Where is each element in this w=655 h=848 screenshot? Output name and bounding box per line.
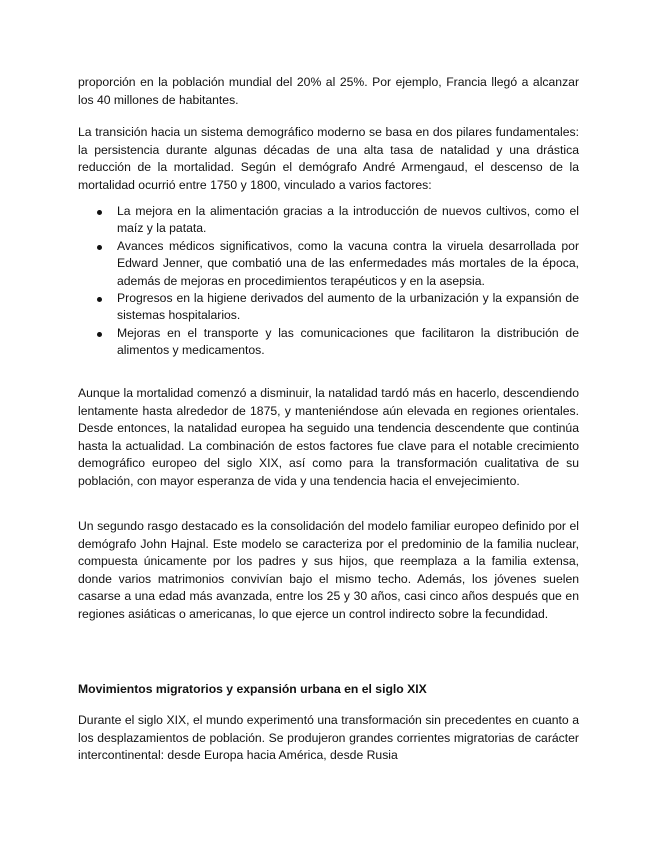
mortality-factors-list <box>78 203 579 360</box>
list-item-text: La mejora en la alimentación gracias a la introducción de nuevos cultivos, como el maíz y la patata. <box>117 204 579 236</box>
bullet-icon <box>97 210 102 215</box>
paragraph-family-model: Un segundo rasgo destacado es la consolidación del modelo familiar europeo definido por el demógrafo John Hajnal. Este modelo se caracteriza por el predominio de la familia nuclear, compuesta únicamente por los padres y sus hijos, que reemplaza a la familia extensa, donde varios matrimonios convivían bajo el mismo techo. Además, los jóvenes suelen casarse a una edad más avanzada, entre los 25 y 30 años, casi cinco años después que en regiones asiáticas o americanas, lo que ejerce un control indirecto sobre la fecundidad. <box>78 519 579 621</box>
list-item-text: Progresos en la higiene derivados del aumento de la urbanización y la expansión de sistemas hospitalarios. <box>117 291 579 323</box>
list-item-text: Avances médicos significativos, como la vacuna contra la viruela desarrollada por Edward Jenner, que combatió una de las enfermedades más mortales de la época, además de mejoras en procedimientos terapéuticos y en la asepsia. <box>117 238 579 288</box>
bullet-icon <box>97 245 102 250</box>
bullet-icon <box>97 297 102 302</box>
paragraph-natality-decline: Aunque la mortalidad comenzó a disminuir, la natalidad tardó más en hacerlo, descendiendo lentamente hasta alrededor de 1875, y manteniéndose aún elevada en regiones orientales. Desde entonces, la natalidad europea ha seguido una tendencia descendente que continúa hasta la actualidad. La combinación de estos factores fue clave para el notable crecimiento demográfico europeo del siglo XIX, así como para la transformación cualitativa de su población, con mayor esperanza de vida y una tendencia hacia el envejecimiento. <box>78 386 579 488</box>
paragraph-demographic-transition: La transición hacia un sistema demográfico moderno se basa en dos pilares fundamentales: la persistencia durante algunas décadas de una alta tasa de natalidad y una drástica reducción de la mortalidad. Según el demógrafo André Armengaud, el descenso de la mortalidad ocurrió entre 1750 y 1800, vinculado a varios factores: <box>78 125 579 192</box>
bullet-icon <box>97 332 102 337</box>
list-item <box>78 203 579 238</box>
paragraph-migrations: Durante el siglo XIX, el mundo experimentó una transformación sin precedentes en cuanto a los desplazamientos de población. Se produjeron grandes corrientes migratorias de carácter intercontinental: desde Europa hacia América, desde Rusia <box>78 713 579 763</box>
section-heading: Movimientos migratorios y expansión urbana en el siglo XIX <box>78 682 427 696</box>
list-item <box>78 325 579 360</box>
list-item-text: Mejoras en el transporte y las comunicaciones que facilitaron la distribución de alimentos y medicamentos. <box>117 325 579 358</box>
paragraph-population-share: proporción en la población mundial del 20% al 25%. Por ejemplo, Francia llegó a alcanzar los 40 millones de habitantes. <box>78 75 579 107</box>
list-item <box>78 290 579 325</box>
list-item <box>78 238 579 290</box>
